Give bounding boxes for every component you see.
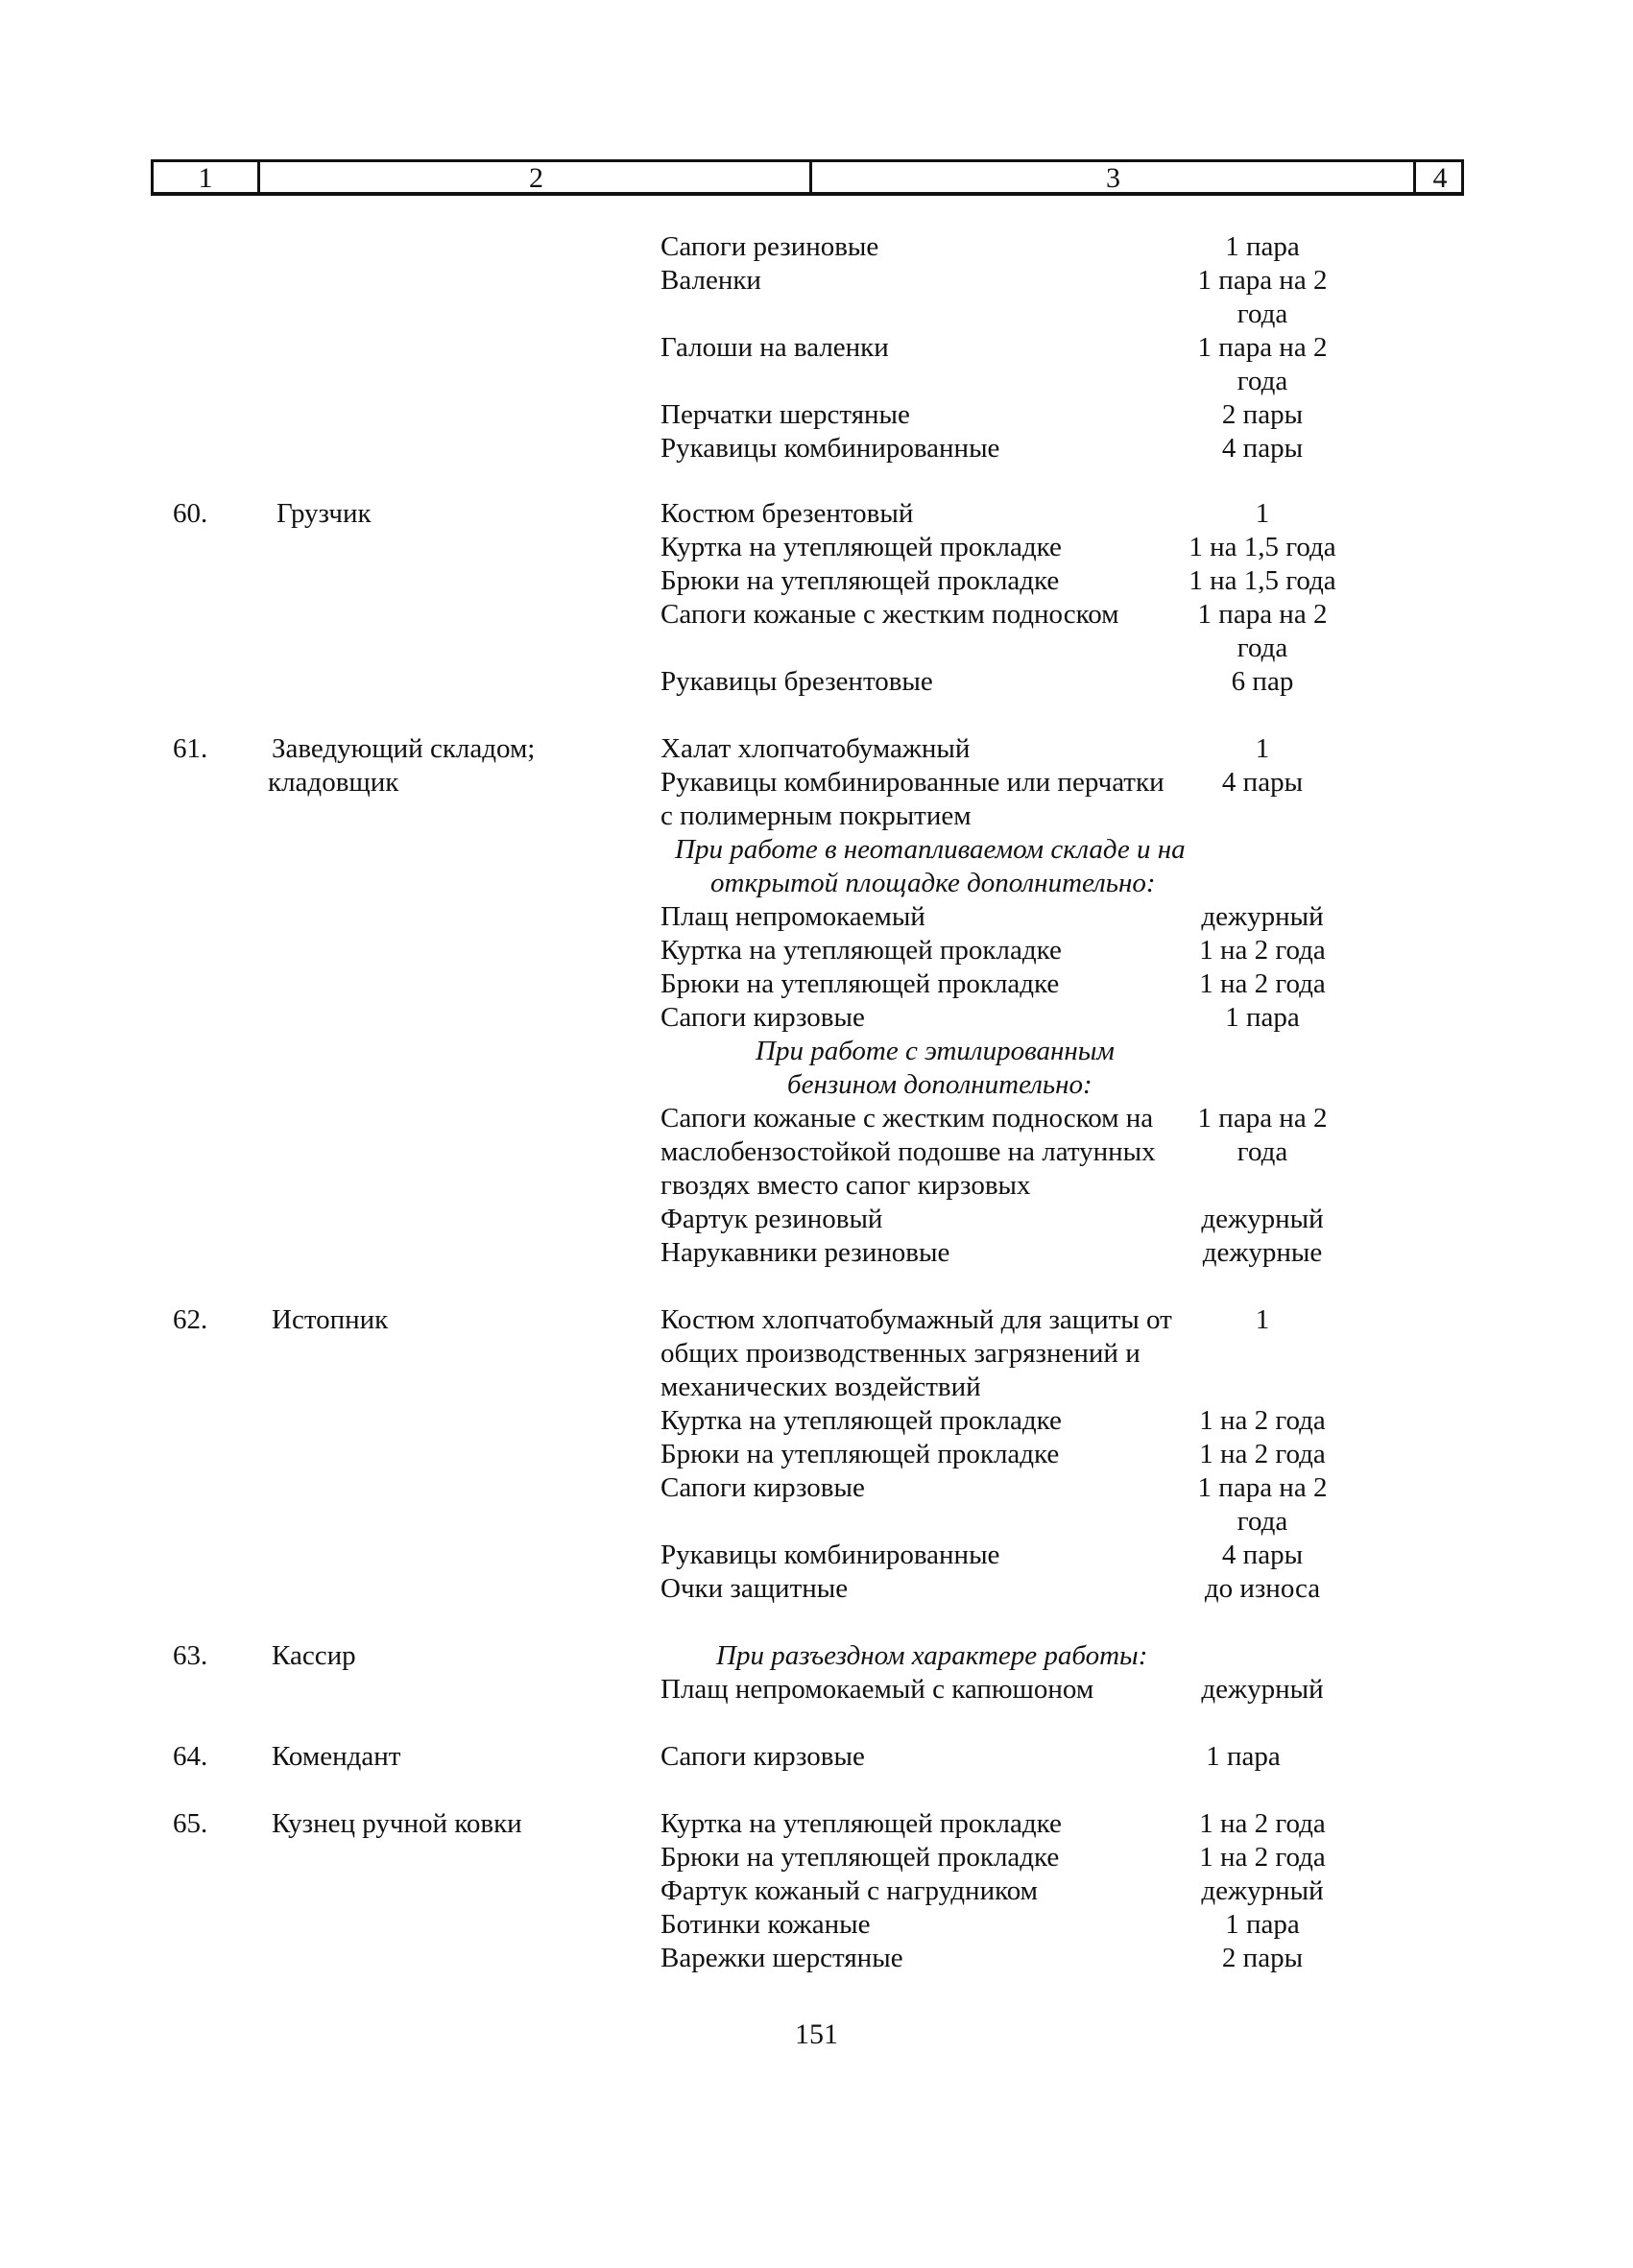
item-name: механических воздействий (660, 1372, 981, 1402)
item-qty: до износа (1204, 1573, 1321, 1604)
profession-title: Комендант (272, 1741, 401, 1772)
item-qty: 1 на 1,5 года (1189, 532, 1336, 562)
item-qty: 1 пара (1225, 231, 1300, 262)
item-qty: 1 пара на 2 (1197, 1103, 1328, 1134)
item-qty: 1 пара (1206, 1741, 1281, 1772)
column-header-row (151, 159, 1464, 196)
column-header-2: 2 (529, 162, 543, 194)
item-qty: 1 пара на 2 (1197, 1472, 1328, 1503)
item-name: Куртка на утепляющей прокладке (660, 935, 1062, 966)
item-name: Сапоги кожаные с жестким подноском (660, 599, 1119, 630)
row-number: 61. (173, 733, 208, 764)
item-name: Фартук кожаный с нагрудником (660, 1875, 1039, 1906)
item-name: Рукавицы комбинированные или перчатки (660, 767, 1165, 798)
item-qty: 6 пар (1231, 666, 1294, 697)
item-qty: дежурный (1201, 1204, 1324, 1234)
item-qty: 1 (1255, 498, 1270, 529)
column-header-3: 3 (1106, 162, 1120, 194)
item-name: Брюки на утепляющей прокладке (660, 1439, 1060, 1469)
profession-title: Грузчик (276, 498, 372, 529)
item-qty: 1 на 1,5 года (1189, 565, 1336, 596)
condition-note: При работе в неотапливаемом складе и на (675, 834, 1186, 865)
item-name: Валенки (660, 265, 761, 296)
item-name: Брюки на утепляющей прокладке (660, 1842, 1060, 1873)
condition-note: бензином дополнительно: (787, 1069, 1093, 1100)
item-name: Брюки на утепляющей прокладке (660, 565, 1060, 596)
item-name: Куртка на утепляющей прокладке (660, 1405, 1062, 1436)
item-qty: 4 пары (1221, 767, 1304, 798)
item-qty: 1 на 2 года (1199, 1842, 1326, 1873)
item-name: Рукавицы комбинированные (660, 433, 1000, 464)
item-qty: 2 пары (1221, 1943, 1304, 1973)
item-qty: года (1237, 366, 1288, 396)
item-name: гвоздях вместо сапог кирзовых (660, 1170, 1031, 1201)
item-qty: 1 на 2 года (1199, 1808, 1326, 1839)
item-qty: года (1237, 298, 1288, 329)
page-number: 151 (795, 2018, 838, 2050)
item-name: Рукавицы брезентовые (660, 666, 933, 697)
profession-title: Заведующий складом; (272, 733, 536, 764)
column-header-1: 1 (198, 162, 213, 194)
item-qty: 1 (1255, 733, 1270, 764)
item-qty: 1 на 2 года (1199, 1439, 1326, 1469)
item-qty: года (1237, 1506, 1288, 1537)
item-qty: 1 пара на 2 (1197, 265, 1328, 296)
item-name: Сапоги кожаные с жестким подноском на (660, 1103, 1154, 1134)
item-qty: 1 на 2 года (1199, 1405, 1326, 1436)
row-number: 63. (173, 1640, 208, 1671)
item-name: Перчатки шерстяные (660, 399, 910, 430)
profession-title: Истопник (272, 1304, 389, 1335)
item-qty: года (1237, 633, 1288, 663)
item-name: Костюм брезентовый (660, 498, 914, 529)
item-name: Галоши на валенки (660, 332, 889, 363)
item-name: Брюки на утепляющей прокладке (660, 968, 1060, 999)
profession-title: Кассир (272, 1640, 356, 1671)
item-name: Костюм хлопчатобумажный для защиты от (660, 1304, 1172, 1335)
item-qty: дежурный (1201, 901, 1324, 932)
item-qty: 2 пары (1221, 399, 1304, 430)
item-qty: 1 пара на 2 (1197, 332, 1328, 363)
item-qty: 1 пара на 2 (1197, 599, 1328, 630)
item-name: с полимерным покрытием (660, 800, 972, 831)
item-qty: 1 пара (1225, 1909, 1300, 1940)
item-qty: года (1237, 1136, 1288, 1167)
row-number: 65. (173, 1808, 208, 1839)
item-name: Сапоги резиновые (660, 231, 879, 262)
item-name: Очки защитные (660, 1573, 849, 1604)
item-name: общих производственных загрязнений и (660, 1338, 1141, 1369)
profession-title: кладовщик (268, 767, 399, 798)
item-qty: 4 пары (1221, 1540, 1304, 1570)
item-name: Плащ непромокаемый с капюшоном (660, 1674, 1094, 1705)
condition-note: открытой площадке дополнительно: (710, 868, 1156, 898)
row-number: 62. (173, 1304, 208, 1335)
row-number: 60. (173, 498, 208, 529)
item-qty: 1 пара (1225, 1002, 1300, 1033)
item-qty: 1 на 2 года (1199, 968, 1326, 999)
item-name: Куртка на утепляющей прокладке (660, 532, 1062, 562)
condition-note: При работе с этилированным (756, 1036, 1115, 1066)
condition-note: При разъездном характере работы: (716, 1640, 1148, 1671)
item-name: Рукавицы комбинированные (660, 1540, 1000, 1570)
item-qty: 1 (1255, 1304, 1270, 1335)
item-name: маслобензостойкой подошве на латунных (660, 1136, 1156, 1167)
item-name: Сапоги кирзовые (660, 1002, 865, 1033)
item-name: Халат хлопчатобумажный (660, 733, 971, 764)
item-qty: 4 пары (1221, 433, 1304, 464)
item-qty: 1 на 2 года (1199, 935, 1326, 966)
item-name: Варежки шерстяные (660, 1943, 903, 1973)
item-name: Ботинки кожаные (660, 1909, 871, 1940)
item-name: Нарукавники резиновые (660, 1237, 950, 1268)
item-name: Фартук резиновый (660, 1204, 883, 1234)
item-qty: дежурные (1202, 1237, 1323, 1268)
item-name: Куртка на утепляющей прокладке (660, 1808, 1062, 1839)
row-number: 64. (173, 1741, 208, 1772)
item-qty: дежурный (1201, 1875, 1324, 1906)
profession-title: Кузнец ручной ковки (272, 1808, 522, 1839)
item-qty: дежурный (1201, 1674, 1324, 1705)
column-header-4: 4 (1432, 162, 1448, 194)
item-name: Сапоги кирзовые (660, 1472, 865, 1503)
item-name: Плащ непромокаемый (660, 901, 925, 932)
item-name: Сапоги кирзовые (660, 1741, 865, 1772)
